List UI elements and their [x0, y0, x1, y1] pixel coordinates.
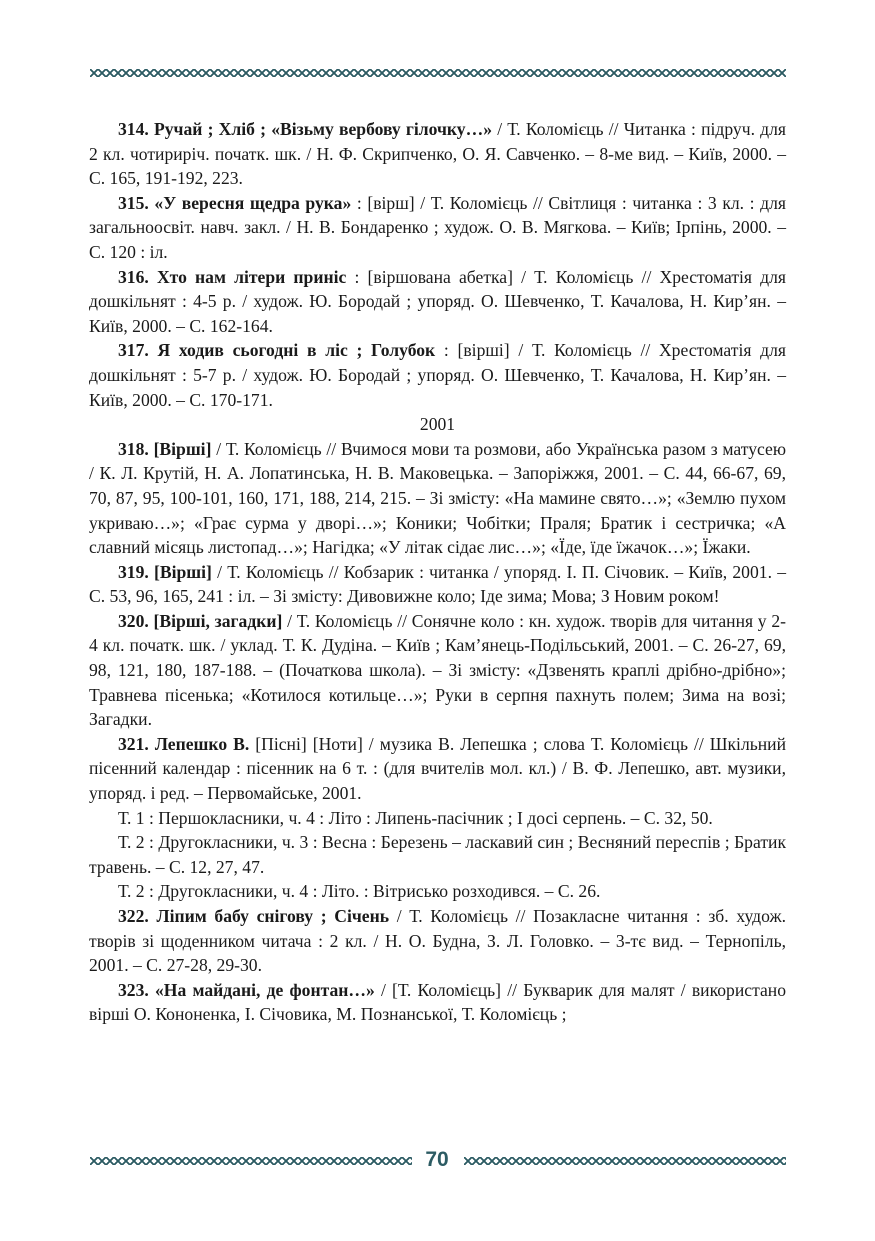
volume-line: Т. 2 : Другокласники, ч. 4 : Літо. : Вітрисько розходився. – С. 26. [118, 881, 601, 902]
entry-title: Хто нам літери приніс [156, 266, 347, 287]
entry-315: 315. «У вересня щедра рука» : [вірш] / Т. Коломієць // Світлиця : читанка : 3 кл. : для загальноосвіт. навч. закл. / Н. В. Бондаренко ; худож. О. В. Мягкова. – Київ; Ірпінь, 2000. – С. 120 : іл. [89, 192, 786, 262]
entry-323: 323. «На майдані, де фонтан…» / [Т. Коломієць] // Букварик для малят / використано вірші О. Кононенка, І. Січовика, М. Познанської, Т. Коломієць ; [89, 979, 786, 1025]
entry-title: Лепешко В. [154, 733, 250, 754]
entry-319: 319. [Вірші] / Т. Коломієць // Кобзарик : читанка / упоряд. І. П. Січовик. – Київ, 2001. – С. 53, 96, 165, 241 : іл. – Зі змісту: Дивовижне коло; Іде зима; Мова; З Новим роком! [89, 561, 786, 607]
entry-title: Я ходив сьогодні в ліс ; Голубок [157, 340, 436, 361]
entry-314: 314. Ручай ; Хліб ; «Візьму вербову гілочку…» / Т. Коломієць // Читанка : підруч. для 2 кл. чотирирiч. початк. шк. / Н. Ф. Скрипченко, О. Я. Савченко. – 8-ме вид. – Київ, 2000. – С. 165, 191-192, 223. [89, 119, 786, 189]
volume-line: Т. 1 : Першокласники, ч. 4 : Літо : Липень-пасічник ; І досі серпень. – С. 32, 50. [118, 807, 713, 828]
volume-line: Т. 2 : Другокласники, ч. 3 : Весна : Березень – ласкавий син ; Весняний переспів ; Братик травень. – С. 12, 27, 47. [89, 832, 786, 877]
entry-title: Ручай ; Хліб ; «Візьму вербову гілочку…» [154, 119, 492, 139]
entry-316: 316. Хто нам літери приніс : [віршована абетка] / Т. Коломієць // Хрестоматія для дошкільнят : 4-5 р. / худож. Ю. Бородай ; упоряд. О. Шевченко, Т. Качалова, Н. Кир’ян. – Київ, 2000. – С. 162-164. [89, 266, 786, 336]
bibliography-text [89, 117, 786, 1027]
entry-322: 322. Ліпим бабу снігову ; Січень / Т. Коломієць // Позакласне читання : зб. худож. творів зі щоденником читача : 2 кл. / Н. О. Будна, З. Л. Головко. – 3-тє вид. – Тернопіль, 2001. – С. 27-28, 29-30. [89, 906, 786, 976]
entry-title: [Вірші] [154, 561, 212, 582]
bottom-ornament-left [90, 1156, 412, 1166]
entry-321: 321. Лепешко В. [Пісні] [Ноти] / музика В. Лепешка ; слова Т. Коломієць // Шкільний пісенний календар : пісенник на 6 т. : (для вчителів мол. кл.) / В. Ф. Лепешко, авт. музики, упоряд. і ред. – Первомайське, 2001. [89, 733, 786, 804]
entry-317: 317. Я ходив сьогодні в ліс ; Голубок : [вірші] / Т. Коломієць // Хрестоматія для дошкільнят : 5-7 р. / худож. Ю. Бородай ; упоряд. О. Шевченко, Т. Качалова, Н. Кир’ян. – Київ, 2000. – С. 170-171. [89, 340, 786, 410]
bottom-ornament-right [464, 1156, 786, 1166]
entry-320: 320. [Вірші, загадки] / Т. Коломієць // Сонячне коло : кн. худож. творів для читання у 2-4 кл. початк. шк. / уклад. Т. К. Дудіна. – Київ ; Кам’янець-Подільський, 2001. – С. 26-27, 69, 98, 121, 180, 187-188. – (Початкова школа). – Зі змісту: «Дзвенять краплі дрібно-дрібно»; Травнева пісенька; «Котилося котильце…»; Руки в серпня пахнуть полем; Зима на возі; Загадки. [89, 610, 786, 730]
entry-title: [Вірші] [153, 438, 212, 459]
page-number: 70 [425, 1148, 449, 1171]
entry-318: 318. [Вірші] / Т. Коломієць // Вчимося мови та розмови, або Українська разом з матусею / К. Л. Крутій, Н. А. Лопатинська, Н. В. Маковецька. – Запоріжжя, 2001. – С. 44, 66-67, 69, 70, 87, 95, 100-101, 160, 171, 188, 214, 215. – Зі змісту: «На мамине свято…»; «Землю пухом укриваю…»; «Грає сурма у дворі…»; Коники; Чобітки; Праля; Братик і сестричка; «А славний місяць листопад…»; Нагідка; «У літак сідає лис…»; «Їде, їде їжачок…»; Їжаки. [89, 438, 786, 558]
top-ornament-border [90, 68, 786, 78]
entry-title: «У вересня щедра рука» [154, 192, 352, 213]
year-heading: 2001 [419, 414, 456, 435]
entry-title: «На майдані, де фонтан…» [155, 979, 375, 1000]
entry-title: Ліпим бабу снігову ; Січень [156, 906, 390, 926]
entry-title: [Вірші, загадки] [153, 610, 283, 631]
